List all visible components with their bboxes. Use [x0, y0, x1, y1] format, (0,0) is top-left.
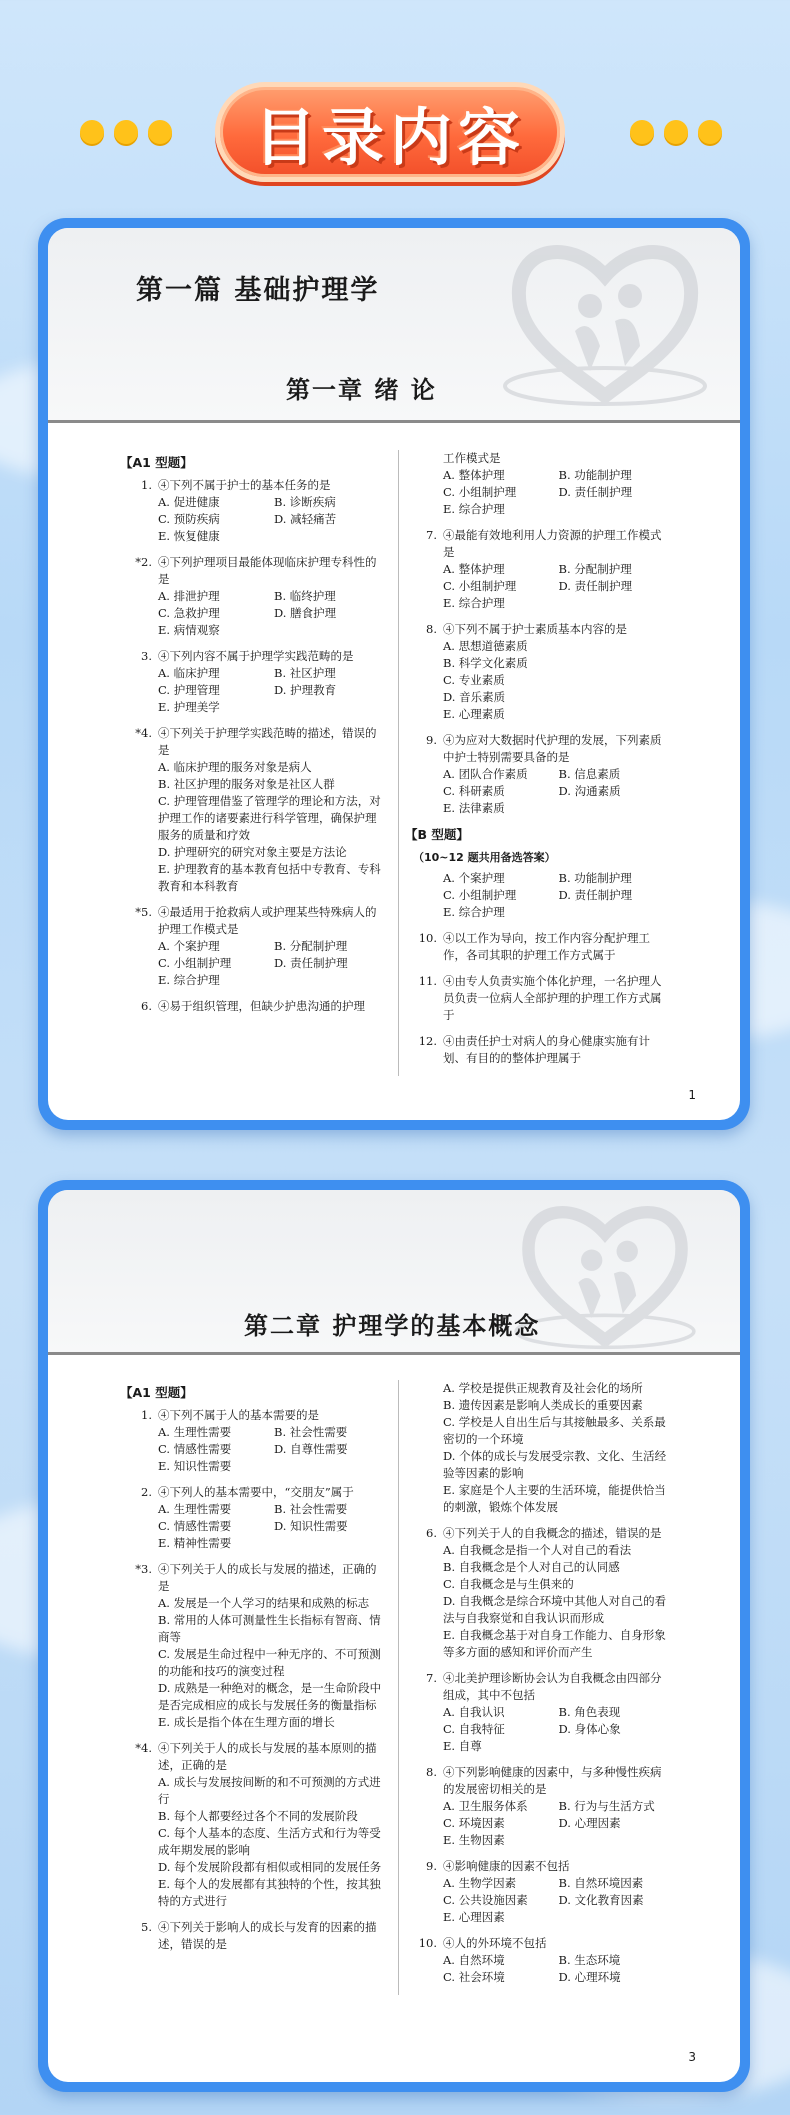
question-item — [413, 621, 668, 723]
answer-option: C. 发展是生命过程中一种无序的、不可预测的功能和技巧的演变过程 — [158, 1647, 381, 1678]
question-number: *5. — [135, 905, 152, 919]
page-banner — [48, 228, 740, 423]
answer-options — [413, 870, 668, 921]
chapter-title: 第二章 护理学的基本概念 — [244, 1311, 541, 1340]
question-stem — [128, 554, 384, 588]
question-number: 9. — [426, 733, 437, 747]
answer-option: D. 膳食护理 — [274, 606, 337, 620]
question-item — [413, 870, 668, 921]
answer-options — [128, 1424, 384, 1475]
answer-option: B. 功能制护理 — [558, 871, 632, 885]
question-item — [413, 973, 668, 1024]
column-left — [120, 450, 398, 1076]
answer-option: E. 生物因素 — [443, 1833, 505, 1847]
answer-option: E. 自尊 — [443, 1739, 482, 1753]
answer-option: C. 每个人基本的态度、生活方式和行为等受成年期发展的影响 — [158, 1826, 381, 1857]
answer-option: E. 心理素质 — [443, 707, 505, 721]
answer-option: D. 文化教育因素 — [558, 1893, 644, 1907]
column-right — [398, 450, 668, 1076]
question-stem — [413, 732, 668, 766]
answer-options — [128, 938, 384, 989]
page-title: 目录内容 — [253, 100, 526, 174]
answer-option: C. 小组制护理 — [443, 888, 517, 902]
section-heading: 【B 型题】 — [405, 827, 469, 842]
question-item — [128, 1484, 384, 1552]
answer-options — [413, 467, 668, 518]
answer-option: A. 发展是一个人学习的结果和成熟的标志 — [158, 1596, 370, 1610]
answer-option: D. 责任制护理 — [558, 579, 633, 593]
answer-option: A. 生物学因素 — [443, 1876, 517, 1890]
answer-option: A. 团队合作素质 — [443, 767, 528, 781]
question-text: ④下列关于人的自我概念的描述，错误的是 — [443, 1526, 662, 1540]
question-stem — [128, 1561, 384, 1595]
question-text: ④下列护理项目最能体现临床护理专科性的是 — [158, 555, 377, 586]
question-stem — [128, 998, 384, 1015]
answer-option: E. 心理因素 — [443, 1910, 505, 1924]
answer-option: D. 责任制护理 — [274, 956, 348, 970]
part-title: 第一篇 基础护理学 — [136, 275, 380, 306]
question-number: 1. — [141, 1408, 152, 1422]
answer-option: D. 心理环境 — [558, 1970, 621, 1984]
answer-option: A. 生理性需要 — [158, 1425, 232, 1439]
answer-option: B. 社会性需要 — [274, 1425, 348, 1439]
question-number: 3. — [141, 649, 152, 663]
question-text: ④下列不属于护士的基本任务的是 — [158, 478, 331, 492]
decor-dots-right — [630, 120, 722, 144]
question-stem — [128, 904, 384, 938]
question-item — [413, 1670, 668, 1755]
answer-option: E. 综合护理 — [443, 905, 505, 919]
header — [0, 60, 790, 180]
answer-options — [128, 759, 384, 895]
page-card-2 — [38, 1180, 750, 2092]
answer-option: C. 专业素质 — [443, 673, 505, 687]
answer-option: A. 自我概念是指一个人对自己的看法 — [443, 1543, 632, 1557]
answer-option: E. 综合护理 — [158, 973, 220, 987]
answer-option: C. 护理管理 — [158, 683, 220, 697]
question-text: ④以工作为导向，按工作内容分配护理工作，各司其职的护理工作方式属于 — [443, 931, 650, 962]
question-number-spacer — [413, 450, 443, 467]
question-item — [128, 1407, 384, 1475]
question-item — [413, 1764, 668, 1849]
answer-option: A. 排泄护理 — [158, 589, 220, 603]
question-number: 10. — [418, 931, 437, 945]
chapter-title: 第一章 绪 论 — [286, 375, 437, 404]
answer-options — [413, 1875, 668, 1926]
answer-option: B. 每个人都要经过各个不同的发展阶段 — [158, 1809, 358, 1823]
question-number: 2. — [141, 1485, 152, 1499]
answer-option: B. 社区护理的服务对象是社区人群 — [158, 777, 335, 791]
answer-option: B. 分配制护理 — [274, 939, 348, 953]
answer-options — [413, 1542, 668, 1661]
answer-option: C. 情感性需要 — [158, 1519, 232, 1533]
answer-option: A. 个案护理 — [158, 939, 220, 953]
answer-option: A. 整体护理 — [443, 562, 505, 576]
question-item — [128, 998, 384, 1015]
answer-option: A. 卫生服务体系 — [443, 1799, 528, 1813]
question-item — [128, 725, 384, 895]
answer-option: E. 护理教育的基本教育包括中专教育、专科教育和本科教育 — [158, 862, 381, 893]
question-stem — [128, 1484, 384, 1501]
question-item — [413, 1525, 668, 1661]
question-item — [128, 648, 384, 716]
section-heading: 【A1 型题】 — [120, 455, 193, 470]
question-stem — [413, 621, 668, 638]
answer-option: D. 成熟是一种绝对的概念，是一生命阶段中是否完成相应的成长与发展任务的衡量指标 — [158, 1681, 382, 1712]
question-stem — [413, 973, 668, 1024]
answer-option: E. 成长是指个体在生理方面的增长 — [158, 1715, 335, 1729]
answer-option: D. 自尊性需要 — [274, 1442, 348, 1456]
answer-option: A. 自然环境 — [443, 1953, 505, 1967]
answer-option: B. 分配制护理 — [558, 562, 632, 576]
question-item — [128, 1919, 384, 1953]
question-text: ④北美护理诊断协会认为自我概念由四部分组成，其中不包括 — [443, 1671, 662, 1702]
question-number: 7. — [426, 528, 437, 542]
answer-option: E. 综合护理 — [443, 596, 505, 610]
answer-option: A. 临床护理 — [158, 666, 220, 680]
question-item — [413, 1380, 668, 1516]
question-number: *3. — [135, 1562, 152, 1576]
answer-option: D. 音乐素质 — [443, 690, 506, 704]
answer-option: B. 临终护理 — [274, 589, 336, 603]
column-left — [120, 1380, 398, 1995]
answer-option: E. 法律素质 — [443, 801, 505, 815]
answer-option: C. 自我概念是与生俱来的 — [443, 1577, 574, 1591]
question-text: ④为应对大数据时代护理的发展，下列素质中护士特别需要具备的是 — [443, 733, 662, 764]
answer-option: C. 急救护理 — [158, 606, 220, 620]
page-number: 3 — [688, 2050, 696, 2064]
answer-option: C. 公共设施因素 — [443, 1893, 528, 1907]
answer-options — [413, 1952, 668, 1986]
question-number: 8. — [426, 622, 437, 636]
question-text: ④最适用于抢救病人或护理某些特殊病人的护理工作模式是 — [158, 905, 377, 936]
answer-option: E. 病情观察 — [158, 623, 220, 637]
answer-option: D. 每个发展阶段都有相似或相同的发展任务 — [158, 1860, 382, 1874]
question-text: ④由专人负责实施个体化护理，一名护理人员负责一位病人全部护理的护理工作方式属于 — [443, 974, 662, 1022]
question-stem — [128, 1740, 384, 1774]
shared-options-note: （10~12 题共用备选答案） — [413, 851, 556, 864]
question-number: 5. — [141, 1920, 152, 1934]
answer-option: E. 恢复健康 — [158, 529, 220, 543]
answer-option: D. 心理因素 — [558, 1816, 621, 1830]
answer-option: D. 知识性需要 — [274, 1519, 348, 1533]
question-stem — [128, 1407, 384, 1424]
answer-option: B. 社区护理 — [274, 666, 336, 680]
question-number: *2. — [135, 555, 152, 569]
question-number: *4. — [135, 726, 152, 740]
question-stem — [128, 1919, 384, 1953]
question-number: 9. — [426, 1859, 437, 1873]
answer-option: E. 综合护理 — [443, 502, 505, 516]
answer-option: A. 整体护理 — [443, 468, 505, 482]
answer-option: A. 思想道德素质 — [443, 639, 528, 653]
answer-options — [413, 1380, 668, 1516]
answer-option: A. 生理性需要 — [158, 1502, 232, 1516]
answer-option: B. 角色表现 — [558, 1705, 621, 1719]
answer-option: C. 自我特征 — [443, 1722, 505, 1736]
section-heading: 【A1 型题】 — [120, 1385, 193, 1400]
answer-options — [128, 1595, 384, 1731]
answer-option: B. 行为与生活方式 — [558, 1799, 655, 1813]
question-item — [128, 477, 384, 545]
question-stem — [413, 1033, 668, 1067]
question-columns — [120, 1380, 688, 1995]
question-number: 10. — [418, 1936, 437, 1950]
answer-option: A. 自我认识 — [443, 1705, 505, 1719]
answer-option: D. 自我概念是综合环境中其他人对自己的看法与自我察觉和自我认识而形成 — [443, 1594, 667, 1625]
question-text: ④人的外环境不包括 — [443, 1936, 547, 1950]
answer-option: D. 责任制护理 — [558, 888, 633, 902]
answer-options — [128, 665, 384, 716]
question-item — [128, 1740, 384, 1910]
answer-options — [413, 1798, 668, 1849]
question-columns — [120, 450, 688, 1076]
question-item — [128, 904, 384, 989]
answer-option: B. 诊断疾病 — [274, 495, 336, 509]
decor-dots-left — [80, 120, 172, 144]
answer-option: B. 功能制护理 — [558, 468, 632, 482]
answer-option: E. 知识性需要 — [158, 1459, 232, 1473]
question-stem — [413, 1764, 668, 1798]
answer-option: B. 科学文化素质 — [443, 656, 528, 670]
question-text: ④下列关于人的成长与发展的基本原则的描述，正确的是 — [158, 1741, 377, 1772]
question-text: ④下列内容不属于护理学实践范畴的是 — [158, 649, 354, 663]
answer-option: C. 小组制护理 — [443, 579, 517, 593]
question-item — [128, 1561, 384, 1731]
answer-option: C. 情感性需要 — [158, 1442, 232, 1456]
answer-options — [413, 1704, 668, 1755]
question-stem — [413, 1670, 668, 1704]
answer-option: E. 精神性需要 — [158, 1536, 232, 1550]
question-item — [128, 554, 384, 639]
question-number: 6. — [426, 1526, 437, 1540]
question-item — [413, 450, 668, 518]
page-card-1 — [38, 218, 750, 1130]
answer-option: A. 个案护理 — [443, 871, 505, 885]
question-item — [413, 930, 668, 964]
page-banner — [48, 1190, 740, 1355]
answer-options — [128, 1501, 384, 1552]
answer-option: D. 护理研究的研究对象主要是方法论 — [158, 845, 347, 859]
answer-option: B. 遗传因素是影响人类成长的重要因素 — [443, 1398, 643, 1412]
question-text: ④下列关于人的成长与发展的描述，正确的是 — [158, 1562, 377, 1593]
answer-option: B. 自然环境因素 — [558, 1876, 644, 1890]
question-number: 8. — [426, 1765, 437, 1779]
answer-option: A. 促进健康 — [158, 495, 220, 509]
question-stem — [128, 648, 384, 665]
question-text: ④下列影响健康的因素中，与多种慢性疾病的发展密切相关的是 — [443, 1765, 662, 1796]
answer-options — [413, 638, 668, 723]
answer-option: A. 临床护理的服务对象是病人 — [158, 760, 312, 774]
answer-option: B. 自我概念是个人对自己的认同感 — [443, 1560, 620, 1574]
answer-option: C. 小组制护理 — [443, 485, 517, 499]
question-text: 工作模式是 — [443, 451, 501, 465]
question-text: ④下列人的基本需要中，“交朋友”属于 — [158, 1485, 354, 1499]
answer-option: C. 护理管理借鉴了管理学的理论和方法，对护理工作的诸要素进行科学管理，确保护理服务的质量和疗效 — [158, 794, 381, 842]
answer-option: B. 社会性需要 — [274, 1502, 348, 1516]
question-number: 11. — [418, 974, 437, 988]
question-number: 7. — [426, 1671, 437, 1685]
answer-option: B. 常用的人体可测量性生长指标有智商、情商等 — [158, 1613, 381, 1644]
question-stem — [413, 930, 668, 964]
page-number: 1 — [688, 1088, 696, 1102]
question-text: ④最能有效地利用人力资源的护理工作模式是 — [443, 528, 662, 559]
question-item — [413, 1033, 668, 1067]
answer-options — [128, 494, 384, 545]
answer-option: D. 沟通素质 — [558, 784, 621, 798]
answer-option: E. 护理美学 — [158, 700, 220, 714]
answer-options — [413, 561, 668, 612]
answer-option: A. 学校是提供正规教育及社会化的场所 — [443, 1381, 643, 1395]
answer-options — [413, 766, 668, 817]
question-item — [413, 1935, 668, 1986]
answer-option: B. 生态环境 — [558, 1953, 621, 1967]
question-text: ④影响健康的因素不包括 — [443, 1859, 570, 1873]
question-number: 1. — [141, 478, 152, 492]
question-stem-continued — [413, 450, 668, 467]
question-stem — [413, 1858, 668, 1875]
question-item — [413, 527, 668, 612]
answer-option: E. 家庭是个人主要的生活环境，能提供恰当的刺激，锻炼个体发展 — [443, 1483, 666, 1514]
answer-option: D. 护理教育 — [274, 683, 337, 697]
answer-option: C. 预防疾病 — [158, 512, 220, 526]
question-stem — [128, 725, 384, 759]
question-text: ④由责任护士对病人的身心健康实施有计划、有目的的整体护理属于 — [443, 1034, 650, 1065]
question-text: ④易于组织管理，但缺少护患沟通的护理 — [158, 999, 365, 1013]
question-text: ④下列关于护理学实践范畴的描述，错误的是 — [158, 726, 377, 757]
question-number: 6. — [141, 999, 152, 1013]
question-number: *4. — [135, 1741, 152, 1755]
answer-option: E. 自我概念基于对自身工作能力、自身形象等多方面的感知和评价而产生 — [443, 1628, 666, 1659]
answer-option: C. 环境因素 — [443, 1816, 505, 1830]
question-stem — [413, 527, 668, 561]
question-text: ④下列不属于人的基本需要的是 — [158, 1408, 319, 1422]
question-text: ④下列不属于护士素质基本内容的是 — [443, 622, 627, 636]
answer-option: A. 成长与发展按间断的和不可预测的方式进行 — [158, 1775, 381, 1806]
answer-option: C. 社会环境 — [443, 1970, 505, 1984]
answer-option: B. 信息素质 — [558, 767, 621, 781]
nursing-logo-icon — [490, 236, 720, 416]
question-stem — [413, 1935, 668, 1952]
answer-option: D. 减轻痛苦 — [274, 512, 337, 526]
question-number: 12. — [418, 1034, 437, 1048]
question-stem — [128, 477, 384, 494]
question-item — [413, 732, 668, 817]
answer-options — [128, 1774, 384, 1910]
answer-option: D. 身体心象 — [558, 1722, 621, 1736]
answer-option: C. 小组制护理 — [158, 956, 232, 970]
question-item — [413, 1858, 668, 1926]
answer-option: C. 学校是人自出生后与其接触最多、关系最密切的一个环境 — [443, 1415, 666, 1446]
answer-option: D. 个体的成长与发展受宗教、文化、生活经验等因素的影响 — [443, 1449, 667, 1480]
question-stem — [413, 1525, 668, 1542]
answer-options — [128, 588, 384, 639]
question-text: ④下列关于影响人的成长与发育的因素的描述，错误的是 — [158, 1920, 377, 1951]
title-banner — [215, 82, 565, 182]
answer-option: C. 科研素质 — [443, 784, 505, 798]
answer-option: E. 每个人的发展都有其独特的个性，按其独特的方式进行 — [158, 1877, 381, 1908]
column-right — [398, 1380, 668, 1995]
answer-option: D. 责任制护理 — [558, 485, 633, 499]
